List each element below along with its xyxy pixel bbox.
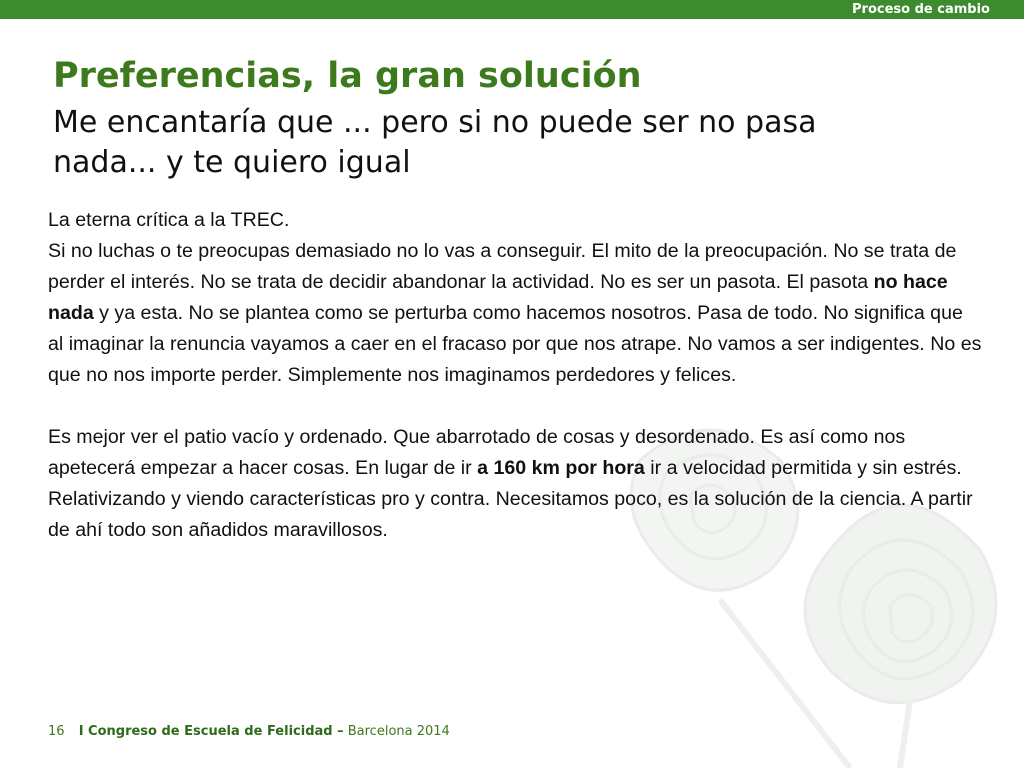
paragraph-1-emphasis: no hace nada [48, 271, 948, 324]
congress-city: Barcelona 2014 [343, 724, 450, 739]
slide-subtitle: Me encantaría que ... pero si no puede ser no pasa nada... y te quiero igual [53, 105, 817, 180]
paragraph-1-text-end: y ya esta. No se plantea como se perturba como hacemos nosotros. Pasa de todo. No significa que al imaginar la renuncia vayamos a caer en el fracaso por que nos atrape. No vamos a ser indigentes. No es que no nos importe perder. Simplemente nos imaginamos perdedores y felices. [48, 302, 982, 386]
congress-name: I Congreso de Escuela de Felicidad – [78, 724, 344, 739]
paragraph-2 [48, 422, 983, 546]
paragraph-1-heading: La eterna crítica a la TREC. [48, 209, 290, 231]
paragraph-1-text: Si no luchas o te preocupas demasiado no lo vas a conseguir. El mito de la preocupación. No se trata de perder el interés. No se trata de decidir abandonar la actividad. No es ser un pasota. El pasota [48, 240, 957, 293]
section-label: Proceso de cambio [852, 2, 990, 17]
header-bar [0, 0, 1024, 19]
paragraph-2-text-end: ir a velocidad permitida y sin estrés. Relativizando y viendo características pro y contra. Necesitamos poco, es la solución de la ciencia. A partir de ahí todo son añadidos maravillosos. [48, 457, 973, 541]
slide-title: Preferencias, la gran solución [53, 56, 642, 96]
body-text [48, 205, 983, 546]
paragraph-2-emphasis: a 160 km por hora [477, 457, 645, 479]
footer [48, 724, 450, 739]
paragraph-2-text: Es mejor ver el patio vacío y ordenado. Que abarrotado de cosas y desordenado. Es así como nos apetecerá empezar a hacer cosas. En lugar de ir [48, 426, 906, 479]
page-number: 16 [48, 724, 65, 739]
paragraph-1 [48, 205, 983, 391]
